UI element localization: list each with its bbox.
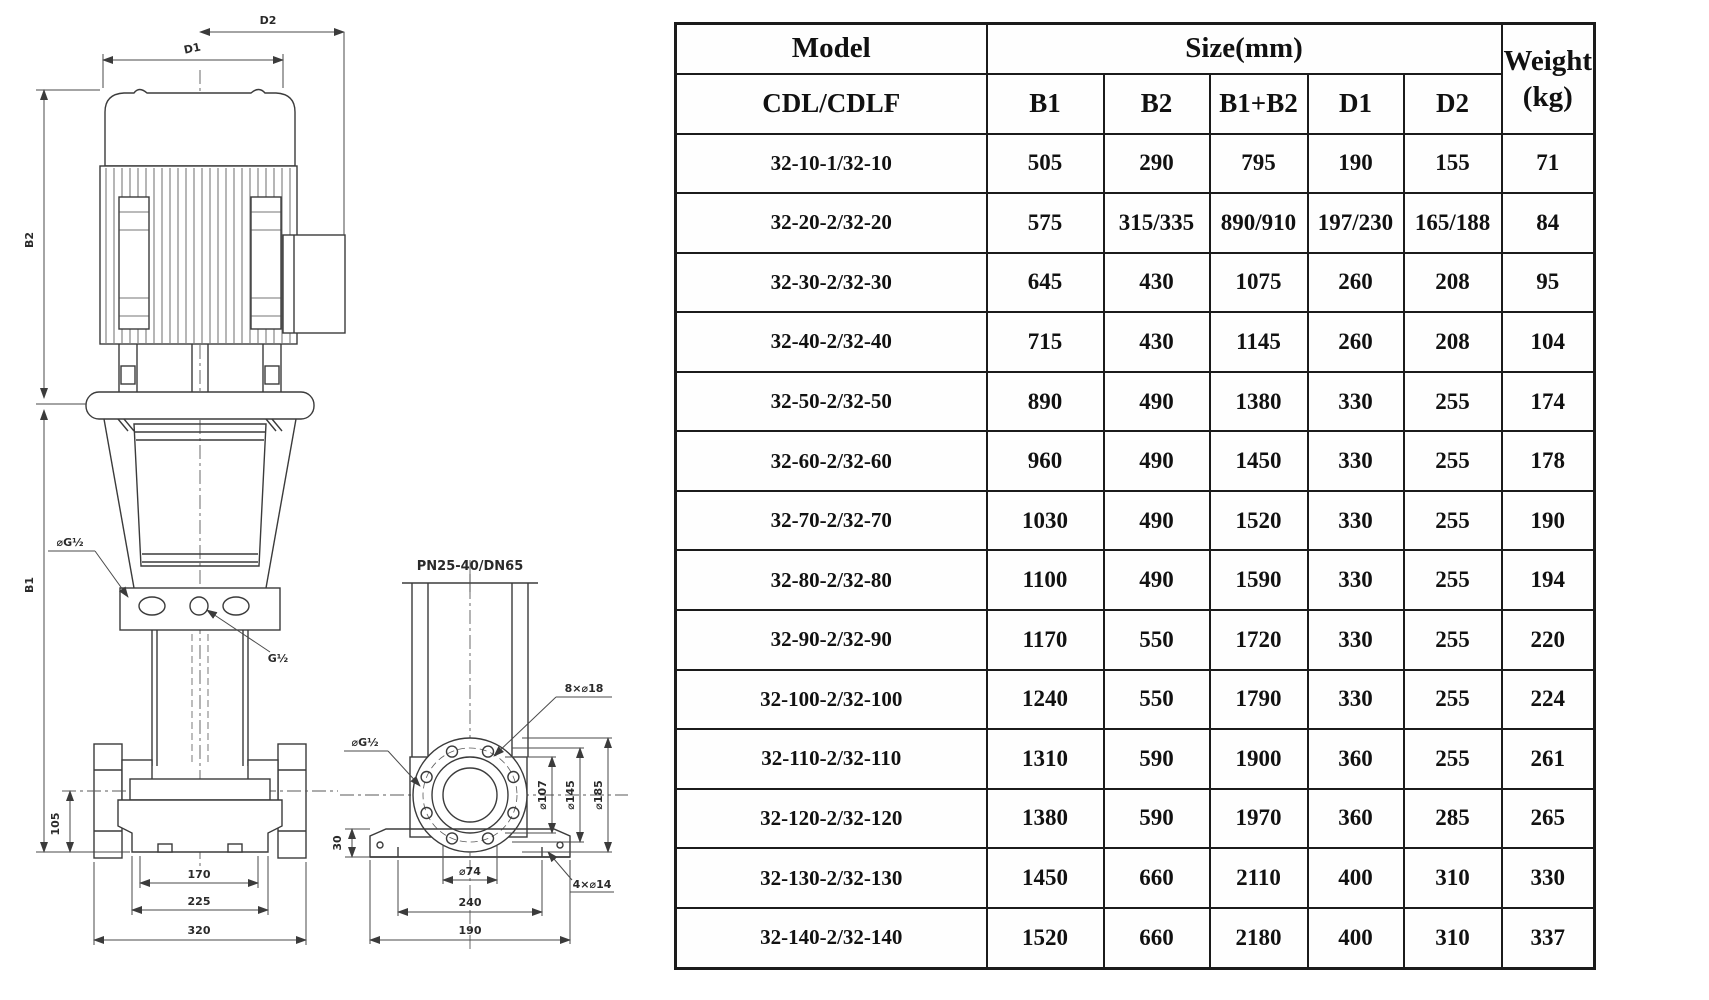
value-cell: 1170 xyxy=(987,610,1104,670)
plan-port-callout xyxy=(344,736,420,786)
model-cell: 32-100-2/32-100 xyxy=(676,670,987,730)
value-cell: 400 xyxy=(1308,848,1404,908)
value-cell: 208 xyxy=(1404,253,1502,313)
base-holes-callout xyxy=(548,852,614,892)
value-cell: 194 xyxy=(1502,550,1595,610)
dim-label-105: 105 xyxy=(49,812,62,836)
value-cell: 1310 xyxy=(987,729,1104,789)
table-row xyxy=(676,908,1595,969)
value-cell: 2110 xyxy=(1210,848,1308,908)
value-cell: 290 xyxy=(1104,134,1210,194)
value-cell: 330 xyxy=(1308,670,1404,730)
pump-base xyxy=(118,779,282,852)
port-label-bottom-text: G½ xyxy=(267,652,289,665)
table-row xyxy=(676,193,1595,253)
table-row xyxy=(676,550,1595,610)
dim-label-170: 170 xyxy=(187,868,211,881)
model-cell: 32-10-1/32-10 xyxy=(676,134,987,194)
spec-table xyxy=(674,22,1593,970)
table-row xyxy=(676,253,1595,313)
motor-body xyxy=(100,166,297,344)
model-cell: 32-50-2/32-50 xyxy=(676,372,987,432)
value-cell: 645 xyxy=(987,253,1104,313)
value-cell: 197/230 xyxy=(1308,193,1404,253)
dim-label-dia74: ⌀74 xyxy=(459,865,481,878)
value-cell: 430 xyxy=(1104,253,1210,313)
table-row xyxy=(676,431,1595,491)
value-cell: 260 xyxy=(1308,312,1404,372)
flange-spec-label: PN25-40/DN65 xyxy=(416,559,524,574)
spec-table-body xyxy=(676,134,1595,969)
col-header-model: Model xyxy=(676,24,987,74)
value-cell: 1590 xyxy=(1210,550,1308,610)
model-cell: 32-120-2/32-120 xyxy=(676,789,987,849)
value-cell: 190 xyxy=(1502,491,1595,551)
model-cell: 32-70-2/32-70 xyxy=(676,491,987,551)
table-row xyxy=(676,610,1595,670)
value-cell: 261 xyxy=(1502,729,1595,789)
value-cell: 178 xyxy=(1502,431,1595,491)
value-cell: 890 xyxy=(987,372,1104,432)
value-cell: 255 xyxy=(1404,372,1502,432)
value-cell: 1030 xyxy=(987,491,1104,551)
pump-front-view-drawing xyxy=(23,14,345,945)
value-cell: 490 xyxy=(1104,550,1210,610)
pump-plan-view-drawing xyxy=(331,559,628,950)
value-cell: 1075 xyxy=(1210,253,1308,313)
value-cell: 104 xyxy=(1502,312,1595,372)
value-cell: 1720 xyxy=(1210,610,1308,670)
value-cell: 174 xyxy=(1502,372,1595,432)
table-row xyxy=(676,134,1595,194)
dim-label-240: 240 xyxy=(458,896,482,909)
value-cell: 265 xyxy=(1502,789,1595,849)
model-cell: 32-130-2/32-130 xyxy=(676,848,987,908)
weight-label-line2: (kg) xyxy=(1522,80,1573,113)
dim-30 xyxy=(331,829,370,857)
table-row xyxy=(676,729,1595,789)
model-cell: 32-140-2/32-140 xyxy=(676,908,987,969)
value-cell: 208 xyxy=(1404,312,1502,372)
table-row xyxy=(676,372,1595,432)
value-cell: 590 xyxy=(1104,789,1210,849)
bolt-holes-label-text: 8×⌀18 xyxy=(564,682,604,695)
junction-box xyxy=(283,235,345,333)
value-cell: 315/335 xyxy=(1104,193,1210,253)
table-row xyxy=(676,312,1595,372)
pump-head xyxy=(120,588,280,630)
value-cell: 255 xyxy=(1404,431,1502,491)
value-cell: 1100 xyxy=(987,550,1104,610)
dim-105 xyxy=(49,791,70,852)
value-cell: 1520 xyxy=(987,908,1104,969)
col-header-d2: D2 xyxy=(1404,74,1502,134)
model-cell: 32-60-2/32-60 xyxy=(676,431,987,491)
value-cell: 1240 xyxy=(987,670,1104,730)
value-cell: 310 xyxy=(1404,848,1502,908)
value-cell: 220 xyxy=(1502,610,1595,670)
value-cell: 285 xyxy=(1404,789,1502,849)
value-cell: 330 xyxy=(1308,372,1404,432)
dim-label-b1: B1 xyxy=(23,576,36,594)
model-cell: 32-80-2/32-80 xyxy=(676,550,987,610)
value-cell: 1450 xyxy=(1210,431,1308,491)
value-cell: 505 xyxy=(987,134,1104,194)
dim-170 xyxy=(140,856,258,888)
weight-label-line1: Weight xyxy=(1503,44,1593,77)
value-cell: 310 xyxy=(1404,908,1502,969)
col-header-b1: B1 xyxy=(987,74,1104,134)
value-cell: 165/188 xyxy=(1404,193,1502,253)
value-cell: 255 xyxy=(1404,550,1502,610)
pump-drawings xyxy=(0,0,660,1000)
model-cell: 32-110-2/32-110 xyxy=(676,729,987,789)
value-cell: 1970 xyxy=(1210,789,1308,849)
value-cell: 1380 xyxy=(987,789,1104,849)
value-cell: 490 xyxy=(1104,491,1210,551)
value-cell: 155 xyxy=(1404,134,1502,194)
value-cell: 255 xyxy=(1404,610,1502,670)
value-cell: 1380 xyxy=(1210,372,1308,432)
value-cell: 590 xyxy=(1104,729,1210,789)
value-cell: 255 xyxy=(1404,491,1502,551)
col-header-weight xyxy=(1502,24,1595,134)
port-label-top xyxy=(48,536,128,597)
value-cell: 550 xyxy=(1104,610,1210,670)
value-cell: 1145 xyxy=(1210,312,1308,372)
value-cell: 795 xyxy=(1210,134,1308,194)
table-row xyxy=(676,848,1595,908)
dim-label-190: 190 xyxy=(458,924,482,937)
value-cell: 360 xyxy=(1308,729,1404,789)
value-cell: 715 xyxy=(987,312,1104,372)
dim-label-320: 320 xyxy=(187,924,211,937)
value-cell: 360 xyxy=(1308,789,1404,849)
value-cell: 337 xyxy=(1502,908,1595,969)
value-cell: 890/910 xyxy=(1210,193,1308,253)
value-cell: 255 xyxy=(1404,729,1502,789)
col-header-model-sub: CDL/CDLF xyxy=(676,74,987,134)
col-header-b1b2: B1+B2 xyxy=(1210,74,1308,134)
value-cell: 550 xyxy=(1104,670,1210,730)
table-row xyxy=(676,491,1595,551)
value-cell: 95 xyxy=(1502,253,1595,313)
col-header-size-group: Size(mm) xyxy=(987,24,1502,74)
dim-label-dia185: ⌀185 xyxy=(592,780,605,810)
dim-label-d1: D1 xyxy=(182,40,202,57)
value-cell: 400 xyxy=(1308,908,1404,969)
base-holes-label-text: 4×⌀14 xyxy=(572,878,612,891)
value-cell: 2180 xyxy=(1210,908,1308,969)
value-cell: 84 xyxy=(1502,193,1595,253)
value-cell: 330 xyxy=(1502,848,1595,908)
value-cell: 490 xyxy=(1104,431,1210,491)
value-cell: 960 xyxy=(987,431,1104,491)
value-cell: 660 xyxy=(1104,848,1210,908)
model-cell: 32-40-2/32-40 xyxy=(676,312,987,372)
value-cell: 255 xyxy=(1404,670,1502,730)
dim-b2 xyxy=(23,90,100,398)
value-cell: 224 xyxy=(1502,670,1595,730)
value-cell: 330 xyxy=(1308,431,1404,491)
value-cell: 71 xyxy=(1502,134,1595,194)
value-cell: 330 xyxy=(1308,491,1404,551)
value-cell: 190 xyxy=(1308,134,1404,194)
value-cell: 490 xyxy=(1104,372,1210,432)
value-cell: 1900 xyxy=(1210,729,1308,789)
plan-port-label-text: ⌀G½ xyxy=(351,736,379,749)
dim-label-b2: B2 xyxy=(23,231,36,249)
dim-label-dia145: ⌀145 xyxy=(564,780,577,810)
value-cell: 330 xyxy=(1308,550,1404,610)
model-cell: 32-30-2/32-30 xyxy=(676,253,987,313)
dim-d1 xyxy=(103,40,283,88)
value-cell: 575 xyxy=(987,193,1104,253)
port-label-top-text: ⌀G½ xyxy=(56,536,84,549)
dim-label-d2: D2 xyxy=(259,14,277,27)
value-cell: 260 xyxy=(1308,253,1404,313)
value-cell: 660 xyxy=(1104,908,1210,969)
dim-label-dia107: ⌀107 xyxy=(536,780,549,810)
value-cell: 430 xyxy=(1104,312,1210,372)
table-row xyxy=(676,670,1595,730)
value-cell: 1790 xyxy=(1210,670,1308,730)
col-header-d1: D1 xyxy=(1308,74,1404,134)
col-header-b2: B2 xyxy=(1104,74,1210,134)
dim-label-30: 30 xyxy=(331,835,344,851)
motor-cap xyxy=(105,90,295,167)
value-cell: 1520 xyxy=(1210,491,1308,551)
dim-label-225: 225 xyxy=(187,895,211,908)
value-cell: 330 xyxy=(1308,610,1404,670)
value-cell: 1450 xyxy=(987,848,1104,908)
model-cell: 32-20-2/32-20 xyxy=(676,193,987,253)
table-row xyxy=(676,789,1595,849)
model-cell: 32-90-2/32-90 xyxy=(676,610,987,670)
